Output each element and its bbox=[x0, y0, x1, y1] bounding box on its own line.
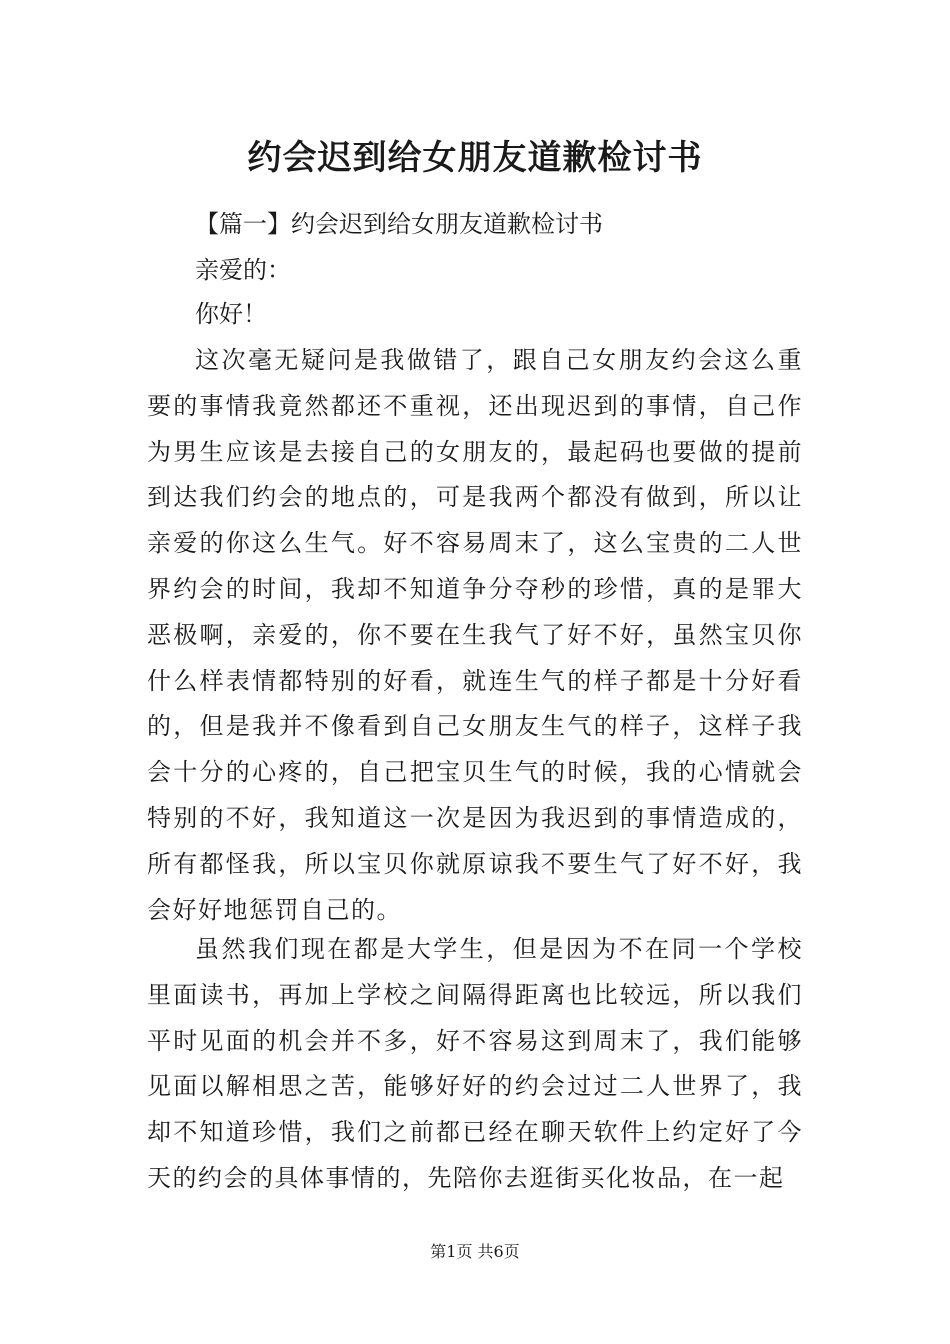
body-paragraph-1: 这次毫无疑问是我做错了，跟自己女朋友约会这么重要的事情我竟然都还不重视，还出现迟到的事情，自己作为男生应该是去接自己的女朋友的，最起码也要做的提前到达我们约会的地点的，可是我两个都没有做到，所以让亲爱的你这么生气。好不容易周末了，这么宝贵的二人世界约会的时间，我却不知道争分夺秒的珍惜，真的是罪大恶极啊，亲爱的，你不要在生我气了好不好，虽然宝贝你什么样表情都特别的好看，就连生气的样子都是十分好看的，但是我并不像看到自己女朋友生气的样子，这样子我会十分的心疼的，自己把宝贝生气的时候，我的心情就会特别的不好，我知道这一次是因为我迟到的事情造成的，所有都怪我，所以宝贝你就原谅我不要生气了好不好，我会好好地惩罚自己的。 bbox=[147, 346, 803, 924]
salutation: 亲爱的： bbox=[195, 256, 291, 284]
section-heading: 【篇一】约会迟到给女朋友道歉检讨书 bbox=[195, 210, 603, 238]
page-indicator: 第1页 共6页 bbox=[430, 1242, 520, 1261]
body-paragraph-2: 虽然我们现在都是大学生，但是因为不在同一个学校里面读书，再加上学校之间隔得距离也比较远，所以我们平时见面的机会并不多，好不容易这到周末了，我们能够见面以解相思之苦，能够好好的约会过过二人世界了，我却不知道珍惜，我们之前都已经在聊天软件上约定好了今天的约会的具体事情的，先陪你去逛街买化妆品，在一起 bbox=[147, 935, 803, 1192]
page-footer bbox=[0, 1240, 950, 1264]
greeting: 你好！ bbox=[195, 300, 267, 328]
document-title: 约会迟到给女朋友道歉检讨书 bbox=[247, 138, 703, 178]
